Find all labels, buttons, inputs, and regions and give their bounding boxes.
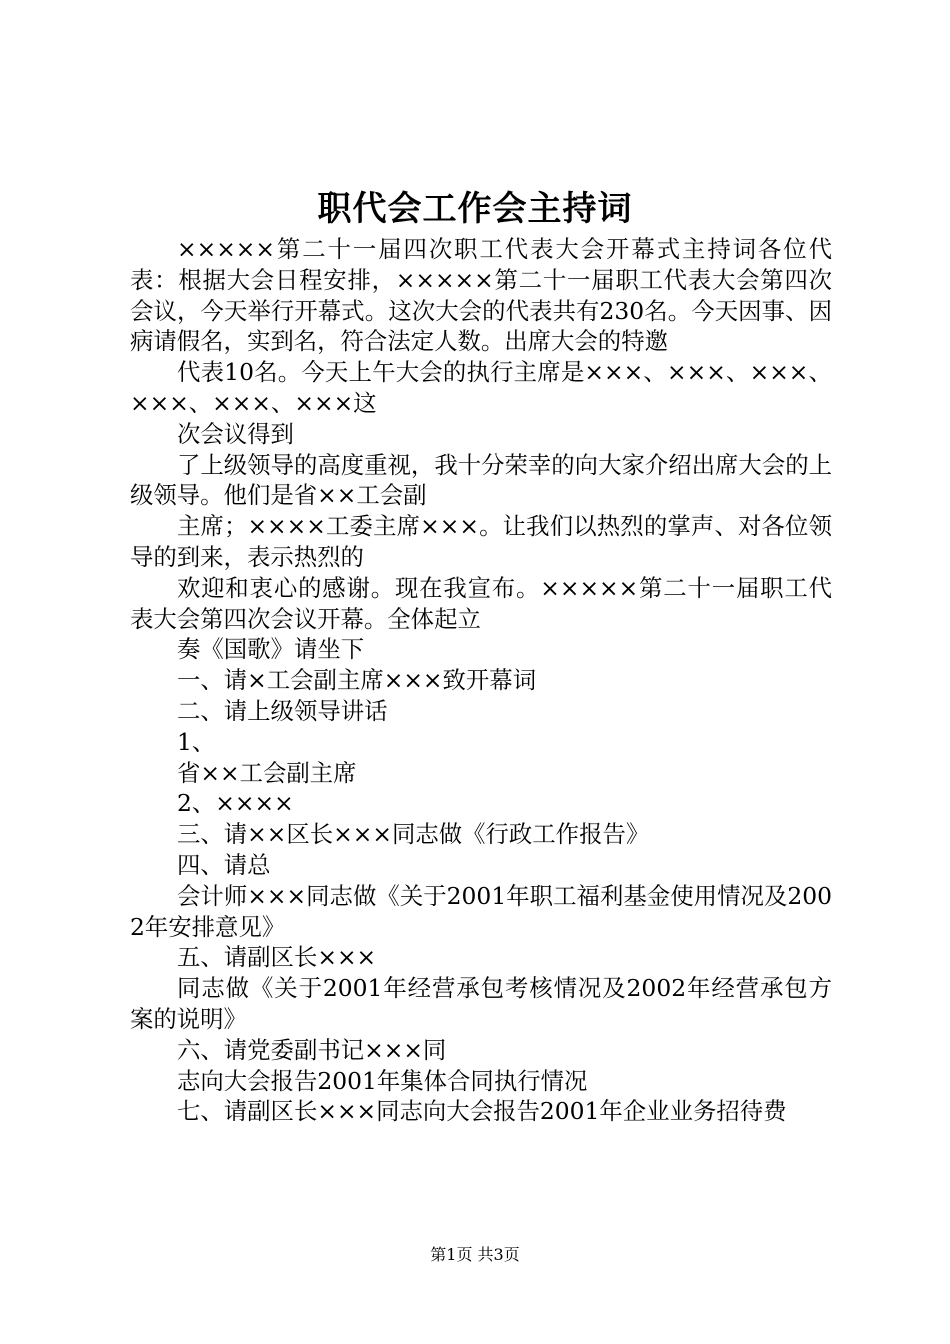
agenda-subitem-1-text: 省××工会副主席 bbox=[177, 758, 357, 787]
paragraph-3: 次会议得到 bbox=[177, 419, 294, 448]
agenda-item-6-text: 志向大会报告2001年集体合同执行情况 bbox=[177, 1066, 588, 1095]
agenda-item-4-text: 会计师×××同志做《关于2001年职工福利基金使用情况及2002年安排意见》 bbox=[130, 881, 832, 941]
agenda-item-7: 七、请副区长×××同志向大会报告2001年企业业务招待费 bbox=[177, 1097, 787, 1126]
paragraph-4: 了上级领导的高度重视，我十分荣幸的向大家介绍出席大会的上级领导。他们是省××工会副 bbox=[130, 450, 832, 510]
agenda-item-1: 一、请×工会副主席×××致开幕词 bbox=[177, 666, 537, 695]
paragraph-1: ×××××第二十一届四次职工代表大会开幕式主持词各位代表：根据大会日程安排，×××××第二十一届职工代表大会第四次会议，今天举行开幕式。这次大会的代表共有230名。今天因事、因病请假名，实到名，符合法定人数。出席大会的特邀 bbox=[130, 235, 832, 356]
paragraph-5: 主席；××××工委主席×××。让我们以热烈的掌声、对各位领导的到来，表示热烈的 bbox=[130, 512, 832, 571]
agenda-subitem-1: 1、 bbox=[177, 727, 216, 756]
paragraph-7: 奏《国歌》请坐下 bbox=[177, 635, 365, 664]
agenda-item-4: 四、请总 bbox=[177, 850, 271, 879]
agenda-item-2: 二、请上级领导讲话 bbox=[177, 696, 388, 725]
document-body bbox=[130, 234, 832, 1127]
agenda-item-6: 六、请党委副书记×××同 bbox=[177, 1035, 447, 1064]
agenda-subitem-2: 2、×××× bbox=[177, 789, 294, 818]
agenda-item-5: 五、请副区长××× bbox=[177, 943, 377, 972]
paragraph-2: 代表10名。今天上午大会的执行主席是×××、×××、×××、×××、×××、×××这 bbox=[130, 358, 832, 417]
agenda-item-3: 三、请××区长×××同志做《行政工作报告》 bbox=[177, 820, 650, 849]
agenda-item-5-text: 同志做《关于2001年经营承包考核情况及2002年经营承包方案的说明》 bbox=[130, 974, 832, 1033]
document-title: 职代会工作会主持词 bbox=[317, 189, 633, 229]
paragraph-6: 欢迎和衷心的感谢。现在我宣布。×××××第二十一届职工代表大会第四次会议开幕。全体起立 bbox=[130, 573, 832, 633]
page-footer: 第1页 共3页 bbox=[430, 1245, 520, 1264]
